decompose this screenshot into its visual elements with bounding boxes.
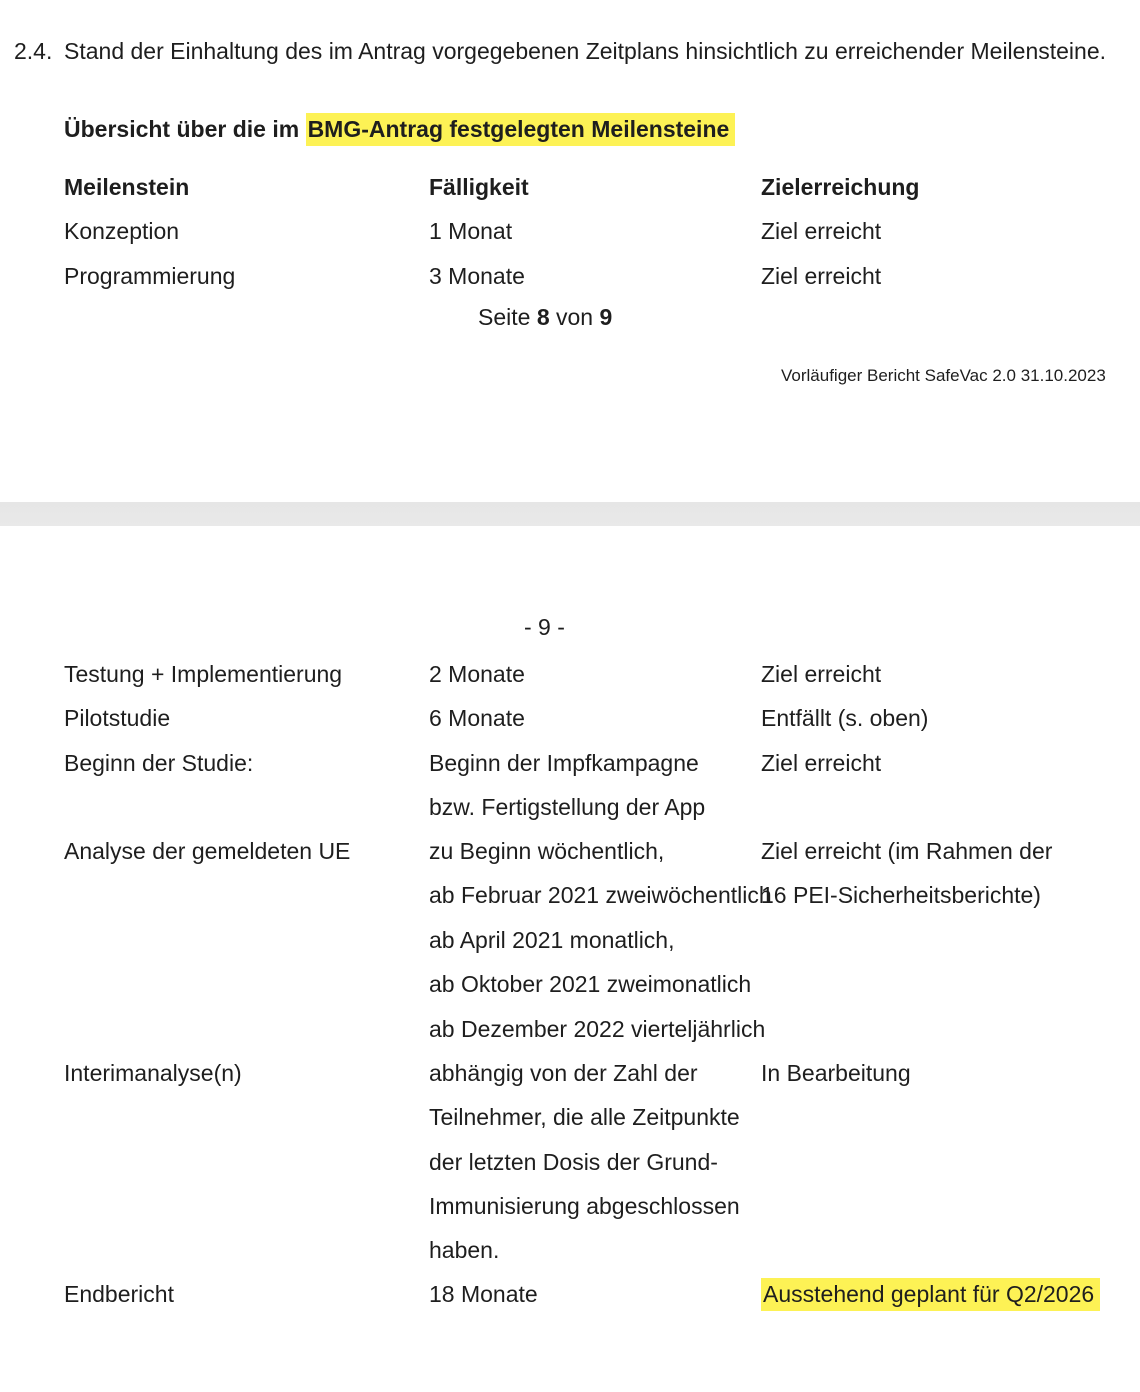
- table-cell-milestone: Beginn der Studie:: [64, 750, 254, 776]
- table-cell-status-highlighted: [761, 1283, 1100, 1306]
- table-cell-due-line: ab Dezember 2022 vierteljährlich: [429, 1016, 766, 1042]
- table-cell-status: Ziel erreicht: [761, 750, 882, 776]
- table-header-status: Zielerreichung: [761, 174, 920, 200]
- table-cell-due: 18 Monate: [429, 1281, 538, 1307]
- table-cell-due-line: ab Februar 2021 zweiwöchentlich: [429, 882, 772, 908]
- table-cell-due-line: ab April 2021 monatlich,: [429, 927, 675, 953]
- table-cell-milestone: Konzeption: [64, 218, 180, 244]
- overview-heading-highlight: BMG-Antrag festgelegten Meilensteine: [306, 113, 736, 146]
- table-cell-milestone: Analyse der gemeldeten UE: [64, 838, 351, 864]
- section-title: Stand der Einhaltung des im Antrag vorgegebenen Zeitplans hinsichtlich zu erreichender Meilensteine.: [64, 38, 1107, 64]
- table-cell-due: 1 Monat: [429, 218, 513, 244]
- table-cell-due: 6 Monate: [429, 705, 525, 731]
- table-cell-due-line: der letzten Dosis der Grund-: [429, 1149, 718, 1175]
- table-cell-due-line: zu Beginn wöchentlich,: [429, 838, 665, 864]
- table-cell-due: 3 Monate: [429, 263, 525, 289]
- table-cell-due-line: bzw. Fertigstellung der App: [429, 794, 706, 820]
- table-cell-milestone: Interimanalyse(n): [64, 1060, 242, 1086]
- document-page-8: [0, 0, 1140, 502]
- page-footer: Vorläufiger Bericht SafeVac 2.0 31.10.2023: [781, 366, 1106, 385]
- document-page-9: [0, 526, 1140, 1392]
- table-cell-status-line: 16 PEI-Sicherheitsberichte): [761, 882, 1041, 908]
- table-cell-status: In Bearbeitung: [761, 1060, 911, 1086]
- status-highlight: Ausstehend geplant für Q2/2026: [761, 1278, 1100, 1311]
- page-indicator-middle: von: [549, 304, 600, 330]
- table-header-milestone: Meilenstein: [64, 174, 190, 200]
- section-number: 2.4.: [14, 38, 53, 64]
- table-cell-status: Entfällt (s. oben): [761, 705, 929, 731]
- table-cell-due-line: Teilnehmer, die alle Zeitpunkte: [429, 1104, 740, 1130]
- table-cell-milestone: Testung + Implementierung: [64, 661, 343, 687]
- page-indicator-prefix: Seite: [478, 304, 537, 330]
- table-cell-due-line: haben.: [429, 1237, 500, 1263]
- overview-heading: [64, 118, 735, 141]
- table-cell-milestone: Pilotstudie: [64, 705, 171, 731]
- table-cell-due-line: abhängig von der Zahl der: [429, 1060, 698, 1086]
- table-cell-status: Ziel erreicht: [761, 661, 882, 687]
- table-cell-status: Ziel erreicht: [761, 218, 882, 244]
- table-cell-status: Ziel erreicht: [761, 263, 882, 289]
- page-number: - 9 -: [524, 614, 565, 640]
- table-cell-status-line: Ziel erreicht (im Rahmen der: [761, 838, 1053, 864]
- table-header-due: Fälligkeit: [429, 174, 529, 200]
- table-cell-due-line: Beginn der Impfkampagne: [429, 750, 699, 776]
- table-cell-due-line: ab Oktober 2021 zweimonatlich: [429, 971, 752, 997]
- table-cell-due-line: Immunisierung abgeschlossen: [429, 1193, 740, 1219]
- page-separator: [0, 502, 1140, 526]
- table-cell-milestone: Programmierung: [64, 263, 236, 289]
- page-indicator-total: 9: [599, 304, 613, 330]
- page-indicator-current: 8: [536, 304, 550, 330]
- page-indicator: [478, 306, 612, 329]
- overview-heading-prefix: Übersicht über die im: [64, 116, 306, 142]
- table-cell-due: 2 Monate: [429, 661, 525, 687]
- table-cell-milestone: Endbericht: [64, 1281, 174, 1307]
